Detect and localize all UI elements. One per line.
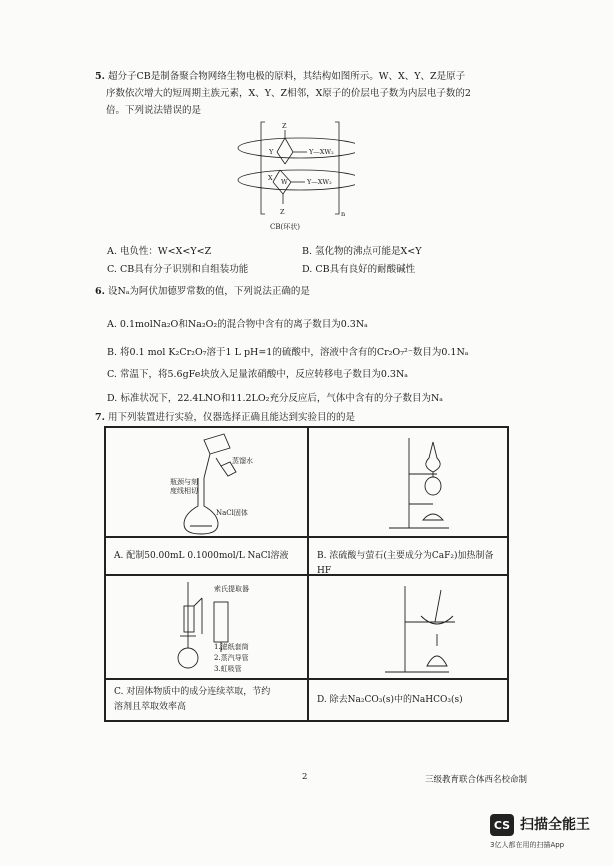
q6-option-a[interactable]: A. 0.1molNa₂O和Na₂O₂的混合物中含有的离子数目为0.3Nₐ (107, 319, 368, 330)
label-distilled-water: 蒸馏水 (232, 457, 253, 465)
atom-y: Y (269, 148, 274, 156)
cell-a-image (105, 427, 308, 537)
q5-option-d[interactable]: D. CB具有良好的耐酸碱性 (302, 264, 416, 275)
atom-w: W (281, 178, 288, 186)
cell-d-image (308, 575, 508, 679)
cell-b-caption (308, 537, 508, 575)
option-a-text[interactable]: A. 配制50.00mL 0.1000mol/L NaCl溶液 (114, 551, 289, 561)
diagram-caption: CB(环状) (270, 223, 300, 231)
option-b-text[interactable]: B. 浓硫酸与萤石(主要成分为CaF₂)加热制备HF (317, 551, 494, 576)
label-part-3: 3.虹吸管 (214, 665, 242, 673)
question-7-text: 7. 用下列装置进行实验，仪器选择正确且能达到实验目的的是 (95, 412, 355, 423)
heating-apparatus-b (309, 428, 507, 536)
volumetric-flask-apparatus (106, 428, 306, 536)
evaporating-dish-apparatus (309, 576, 507, 678)
atom-x: X (268, 174, 273, 182)
atom-y-xw2-2: Y—XW₂ (307, 178, 332, 186)
q5-option-b[interactable]: B. 氢化物的沸点可能是X<Y (302, 246, 422, 257)
cell-a-caption (105, 537, 308, 575)
atom-y-xw2: Y—XW₂ (309, 148, 334, 156)
option-c-text[interactable]: C. 对固体物质中的成分连续萃取，节约 溶剂且萃取效率高 (114, 687, 271, 712)
label-nacl-solid: NaCl固体 (216, 509, 248, 517)
label-soxhlet: 索氏提取器 (214, 585, 249, 593)
q6-option-d[interactable]: D. 标准状况下，22.4LNO和11.2LO₂充分反应后，气体中含有的分子数目为Nₐ (107, 393, 443, 404)
page-number: 2 (302, 772, 308, 782)
atom-z-bottom: Z (280, 208, 285, 216)
cb-structure-diagram (225, 118, 355, 228)
option-d-text[interactable]: D. 除去Na₂CO₃(s)中的NaHCO₃(s) (317, 695, 463, 705)
q5-option-c[interactable]: C. CB具有分子识别和自组装功能 (107, 264, 249, 275)
camscanner-logo-icon: CS (490, 814, 514, 836)
soxhlet-apparatus (106, 576, 306, 678)
camscanner-slogan: 3亿人都在用的扫描App (490, 841, 565, 849)
cell-d-caption (308, 679, 508, 721)
q6-option-c[interactable]: C. 常温下，将5.6gFe块放入足量浓硝酸中，反应转移电子数目为0.3Nₐ (107, 369, 408, 380)
label-neck-mark: 瓶颈与刻度线相切 (170, 478, 198, 495)
label-part-1: 1.滤纸套筒 (214, 643, 249, 651)
cell-b-image (308, 427, 508, 537)
question-6-text: 6. 设Nₐ为阿伏加德罗常数的值，下列说法正确的是 (95, 286, 310, 297)
label-part-2: 2.蒸汽导管 (214, 654, 249, 662)
q6-option-b[interactable]: B. 将0.1 mol K₂Cr₂O₇溶于1 L pH=1的硫酸中，溶液中含有的Cr₂O₇²⁻数目为0.1Nₐ (107, 347, 469, 358)
q5-option-a[interactable]: A. 电负性：W<X<Y<Z (107, 246, 212, 257)
question-5-text: 5. 超分子CB是制备聚合物网络生物电极的原料，其结构如图所示。W、X、Y、Z是原子 序数依次增大的短周期主族元素，X、Y、Z相邻，X原子的价层电子数为内层电子数的2 倍。下列说法错误的是 (95, 71, 471, 116)
camscanner-name: 扫描全能王 (520, 817, 590, 833)
apparatus-table (104, 426, 509, 722)
atom-z-top: Z (282, 122, 287, 130)
cell-c-caption (105, 679, 308, 721)
subscript-n: n (341, 210, 346, 218)
publisher-credit: 三级教育联合体西名校命制 (425, 775, 528, 785)
cell-c-image (105, 575, 308, 679)
